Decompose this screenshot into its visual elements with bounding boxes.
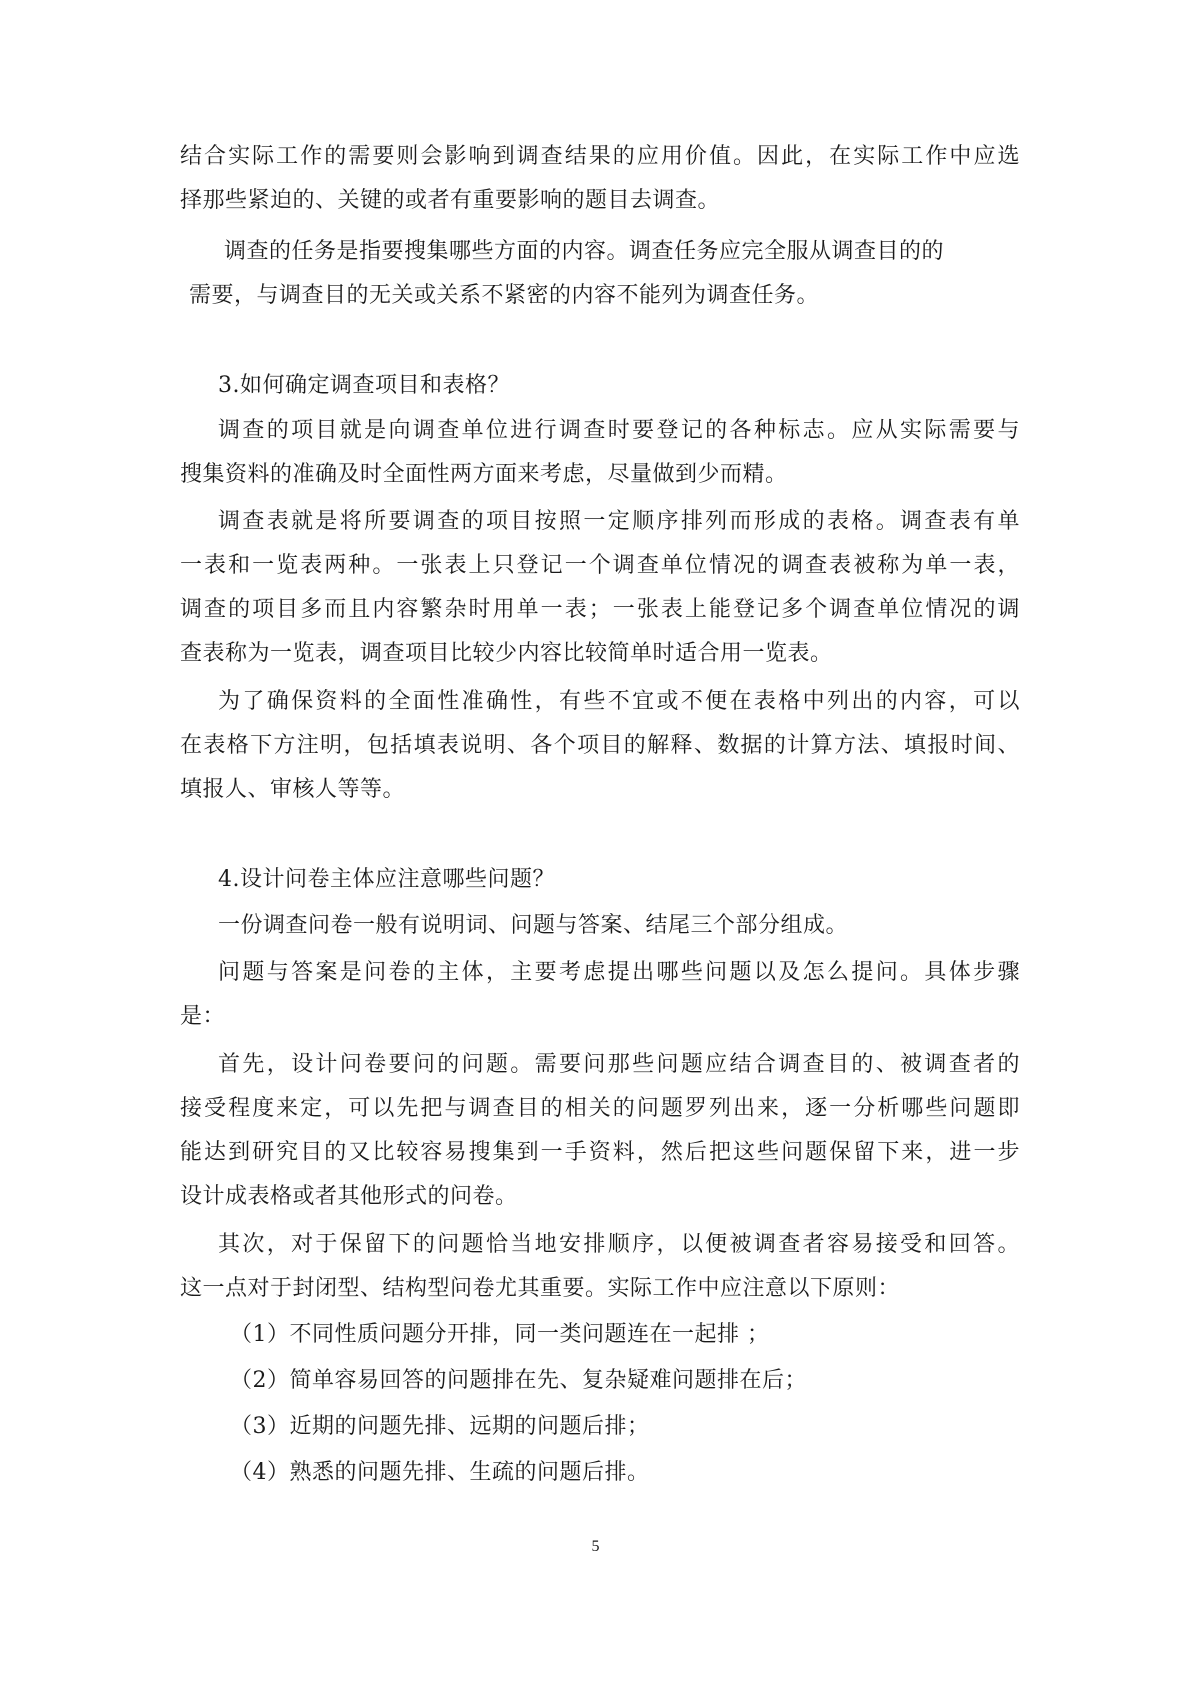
list-item: （4）熟悉的问题先排、生疏的问题后排。 (230, 1460, 650, 1485)
text-line: 设计成表格或者其他形式的问卷。 (180, 1184, 518, 1209)
section-heading: 3.如何确定调查项目和表格？ (218, 373, 510, 398)
text-line: 查表称为一览表，调查项目比较少内容比较简单时适合用一览表。 (180, 641, 833, 666)
text-line: 择那些紧迫的、关键的或者有重要影响的题目去调查。 (180, 188, 721, 213)
text-line: 问题与答案是问卷的主体，主要考虑提出哪些问题以及怎么提问。具体步骤 (218, 960, 1020, 985)
list-item: （2）简单容易回答的问题排在先、复杂疑难问题排在后； (230, 1368, 807, 1393)
section-heading: 4.设计问卷主体应注意哪些问题？ (218, 867, 555, 892)
text-line: 一表和一览表两种。一张表上只登记一个调查单位情况的调查表被称为单一表， (180, 553, 1020, 578)
text-line: 这一点对于封闭型、结构型问卷尤其重要。实际工作中应注意以下原则： (180, 1276, 901, 1301)
text-line: 调查的任务是指要搜集哪些方面的内容。调查任务应完全服从调查目的的 (224, 239, 945, 264)
text-line: 在表格下方注明，包括填表说明、各个项目的解释、数据的计算方法、填报时间、 (180, 733, 1020, 758)
text-line: 其次，对于保留下的问题恰当地安排顺序，以便被调查者容易接受和回答。 (218, 1232, 1020, 1257)
text-line: 是： (180, 1004, 226, 1029)
text-line: 需要，与调查目的无关或关系不紧密的内容不能列为调查任务。 (189, 283, 820, 308)
text-line: 调查的项目就是向调查单位进行调查时要登记的各种标志。应从实际需要与 (218, 418, 1020, 443)
text-line: 调查表就是将所要调查的项目按照一定顺序排列而形成的表格。调查表有单 (218, 509, 1020, 534)
text-line: 调查的项目多而且内容繁杂时用单一表；一张表上能登记多个调查单位情况的调 (180, 597, 1020, 622)
text-line: 搜集资料的准确及时全面性两方面来考虑，尽量做到少而精。 (180, 462, 788, 487)
text-line: 填报人、审核人等等。 (180, 777, 406, 802)
page-number: 5 (591, 1538, 600, 1555)
text-line: 接受程度来定，可以先把与调查目的相关的问题罗列出来，逐一分析哪些问题即 (180, 1096, 1020, 1121)
list-item: （1）不同性质问题分开排，同一类问题连在一起排 ； (230, 1322, 770, 1347)
text-line: 一份调查问卷一般有说明词、问题与答案、结尾三个部分组成。 (218, 913, 849, 938)
list-item: （3）近期的问题先排、远期的问题后排； (230, 1414, 650, 1439)
text-line: 首先，设计问卷要问的问题。需要问那些问题应结合调查目的、被调查者的 (218, 1052, 1020, 1077)
text-line: 能达到研究目的又比较容易搜集到一手资料，然后把这些问题保留下来，进一步 (180, 1140, 1020, 1165)
text-line: 结合实际工作的需要则会影响到调查结果的应用价值。因此，在实际工作中应选 (180, 144, 1020, 169)
text-line: 为了确保资料的全面性准确性，有些不宜或不便在表格中列出的内容，可以 (218, 689, 1020, 714)
